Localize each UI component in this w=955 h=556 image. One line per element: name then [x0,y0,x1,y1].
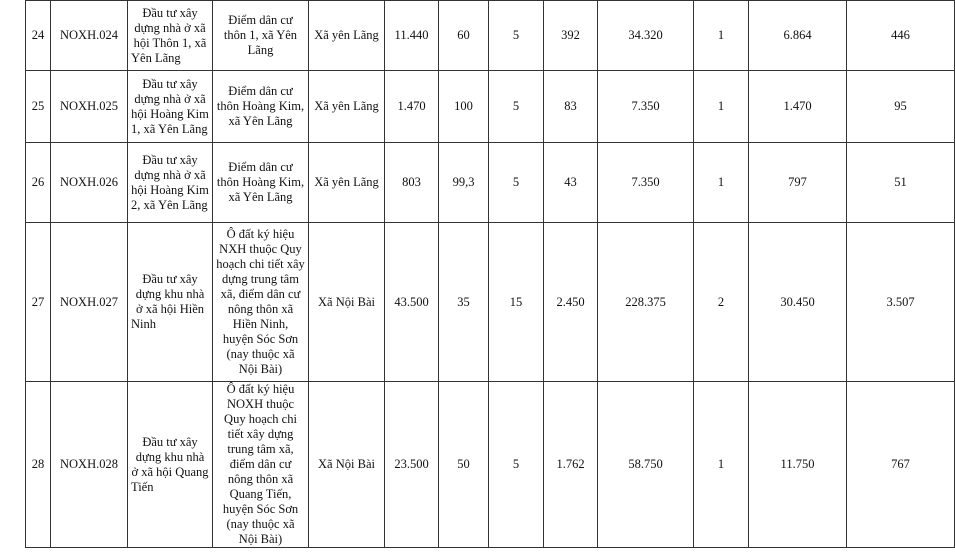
cell-commune: Xã yên Lãng [309,71,385,143]
housing-project-table [25,0,955,548]
cell-phases: 1 [694,143,749,223]
cell-commune: Xã yên Lãng [309,143,385,223]
cell-code: NOXH.026 [51,143,128,223]
cell-density: 60 [439,1,489,71]
cell-project-name: Đầu tư xây dựng khu nhà ở xã hội Quang Tiến [128,382,213,548]
cell-code: NOXH.028 [51,382,128,548]
cell-project-name: Đầu tư xây dựng nhà ở xã hội Hoàng Kim 1, xã Yên Lãng [128,71,213,143]
cell-units: 392 [544,1,598,71]
cell-area: 11.440 [385,1,439,71]
cell-code: NOXH.025 [51,71,128,143]
cell-people: 767 [847,382,955,548]
cell-floor-area: 228.375 [598,223,694,382]
cell-area: 23.500 [385,382,439,548]
cell-people: 51 [847,143,955,223]
cell-location: Điểm dân cư thôn 1, xã Yên Lãng [213,1,309,71]
table-row [26,223,955,382]
cell-phases: 2 [694,223,749,382]
cell-location: Ô đất ký hiệu NXH thuộc Quy hoạch chi tiết xây dựng trung tâm xã, điểm dân cư nông thôn xã Hiền Ninh, huyện Sóc Sơn (nay thuộc xã Nội Bài) [213,223,309,382]
cell-people: 3.507 [847,223,955,382]
cell-stt: 25 [26,71,51,143]
cell-project-name: Đầu tư xây dựng nhà ở xã hội Hoàng Kim 2, xã Yên Lãng [128,143,213,223]
cell-floor-area: 34.320 [598,1,694,71]
table-row [26,71,955,143]
cell-land-area: 1.470 [749,71,847,143]
cell-land-area: 6.864 [749,1,847,71]
cell-land-area: 30.450 [749,223,847,382]
cell-land-area: 11.750 [749,382,847,548]
cell-units: 1.762 [544,382,598,548]
cell-floors: 5 [489,1,544,71]
cell-phases: 1 [694,71,749,143]
cell-floors: 5 [489,382,544,548]
cell-location: Điểm dân cư thôn Hoàng Kim, xã Yên Lãng [213,71,309,143]
cell-units: 2.450 [544,223,598,382]
cell-people: 95 [847,71,955,143]
cell-area: 803 [385,143,439,223]
cell-stt: 24 [26,1,51,71]
cell-floors: 5 [489,71,544,143]
cell-floor-area: 7.350 [598,143,694,223]
cell-units: 43 [544,143,598,223]
table-row [26,382,955,548]
cell-floor-area: 58.750 [598,382,694,548]
cell-density: 50 [439,382,489,548]
cell-area: 43.500 [385,223,439,382]
cell-location: Điểm dân cư thôn Hoàng Kim, xã Yên Lãng [213,143,309,223]
cell-area: 1.470 [385,71,439,143]
cell-commune: Xã yên Lãng [309,1,385,71]
cell-stt: 28 [26,382,51,548]
cell-code: NOXH.027 [51,223,128,382]
cell-project-name: Đầu tư xây dựng khu nhà ở xã hội Hiền Ninh [128,223,213,382]
cell-floors: 15 [489,223,544,382]
cell-location: Ô đất ký hiệu NOXH thuộc Quy hoạch chi tiết xây dựng trung tâm xã, điểm dân cư nông thôn xã Quang Tiến, huyện Sóc Sơn (nay thuộc xã Nội Bài) [213,382,309,548]
cell-stt: 26 [26,143,51,223]
cell-phases: 1 [694,1,749,71]
cell-commune: Xã Nội Bài [309,382,385,548]
cell-density: 99,3 [439,143,489,223]
cell-density: 100 [439,71,489,143]
table-row [26,143,955,223]
cell-people: 446 [847,1,955,71]
cell-commune: Xã Nội Bài [309,223,385,382]
cell-land-area: 797 [749,143,847,223]
cell-project-name: Đầu tư xây dựng nhà ở xã hội Thôn 1, xã Yên Lãng [128,1,213,71]
cell-code: NOXH.024 [51,1,128,71]
cell-phases: 1 [694,382,749,548]
cell-density: 35 [439,223,489,382]
cell-units: 83 [544,71,598,143]
cell-floor-area: 7.350 [598,71,694,143]
table-row [26,1,955,71]
cell-stt: 27 [26,223,51,382]
cell-floors: 5 [489,143,544,223]
